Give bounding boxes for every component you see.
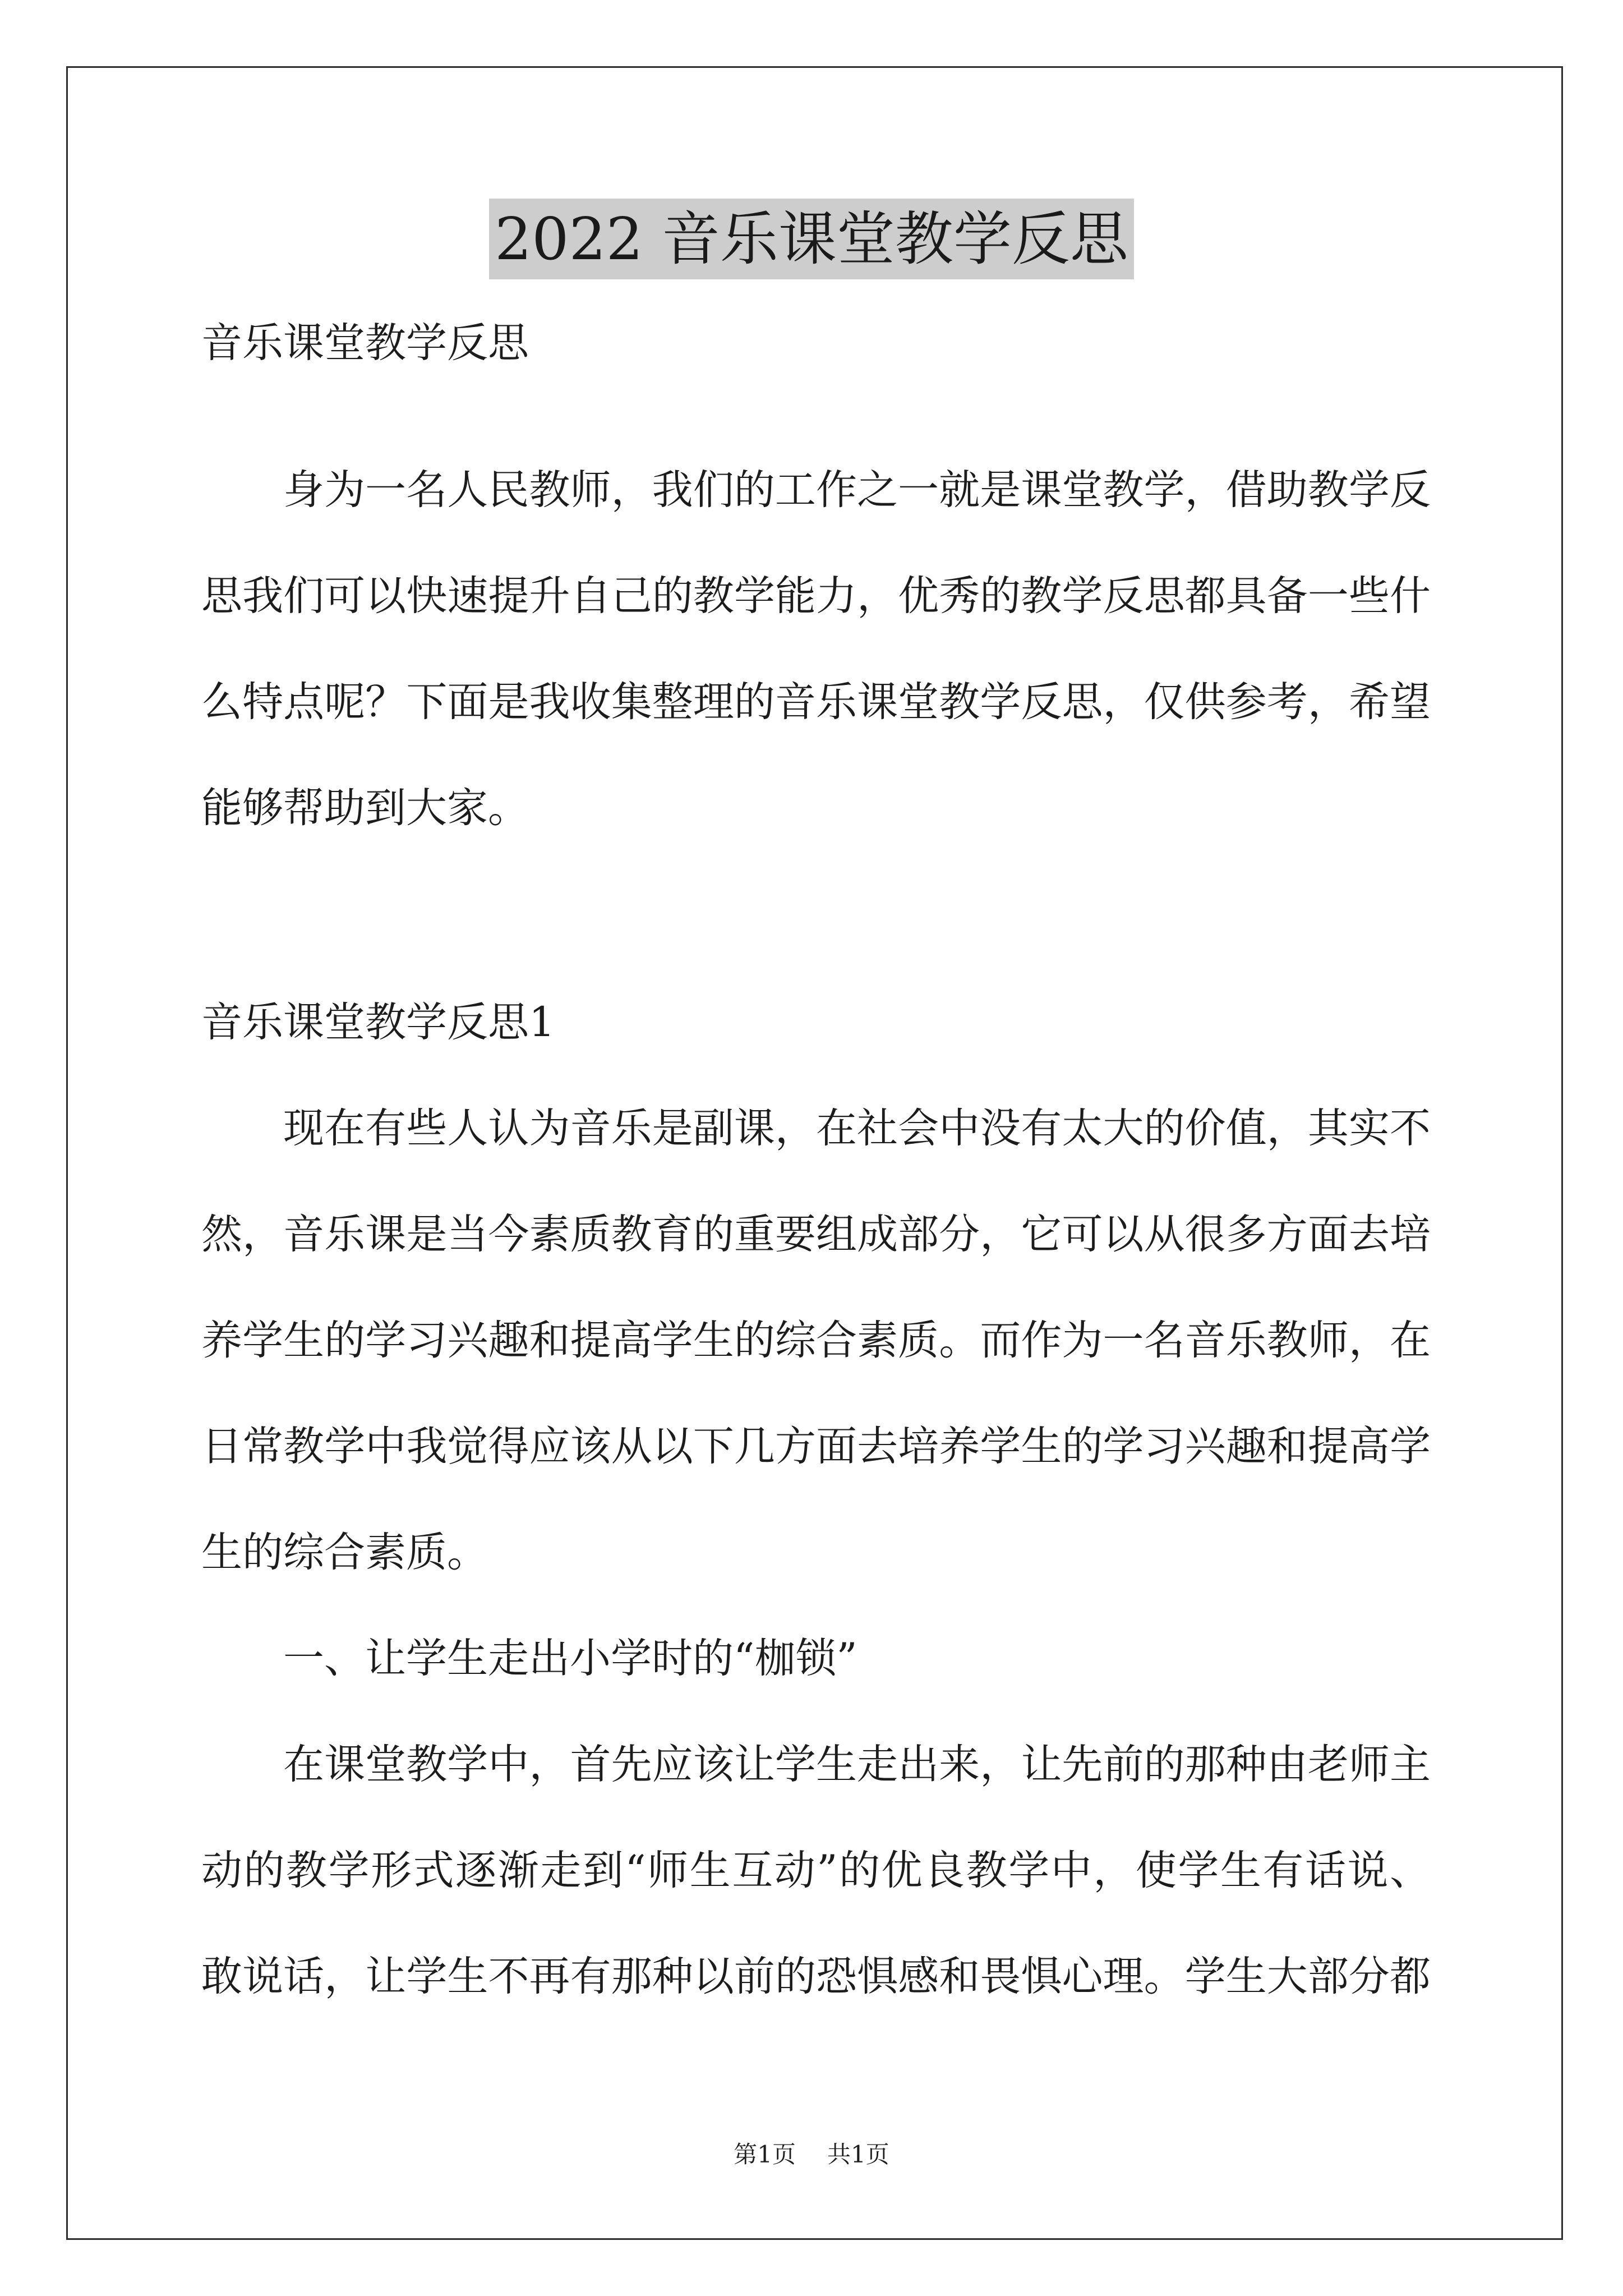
text-line: 现在有些人认为音乐是副课，在社会中没有太大的价值，其实不 <box>283 1105 1431 1152</box>
text-line: 动的教学形式逐渐走到“师生互动”的优良教学中，使学生有话说、 <box>201 1847 1431 1894</box>
text-line: 生的综合素质。 <box>201 1529 488 1576</box>
text-line: 身为一名人民教师，我们的工作之一就是课堂教学，借助教学反 <box>283 466 1431 514</box>
document-body <box>201 290 1431 2030</box>
document-heading: 音乐课堂教学反思 <box>201 319 529 367</box>
text-line: 敢说话，让学生不再有那种以前的恐惧感和畏惧心理。学生大部分都 <box>201 1953 1431 2000</box>
point-heading: 一、让学生走出小学时的“枷锁” <box>283 1635 857 1682</box>
title-container <box>0 199 1623 279</box>
document-title: 2022 音乐课堂教学反思 <box>489 199 1134 279</box>
text-line: 然，音乐课是当今素质教育的重要组成部分，它可以从很多方面去培 <box>201 1211 1431 1258</box>
page-number-total: 共1页 <box>827 2141 889 2168</box>
section-paragraph-1 <box>201 1075 1431 1605</box>
text-line: 在课堂教学中，首先应该让学生走出来，让先前的那种由老师主 <box>283 1741 1431 1788</box>
intro-paragraph <box>201 437 1431 861</box>
text-line: 养学生的学习兴趣和提高学生的综合素质。而作为一名音乐教师，在 <box>201 1317 1431 1364</box>
page-number-current: 第1页 <box>734 2141 796 2168</box>
text-line: 能够帮助到大家。 <box>201 784 529 832</box>
text-line: 思我们可以快速提升自己的教学能力，优秀的教学反思都具备一些什 <box>201 572 1431 620</box>
text-line: 么特点呢？下面是我收集整理的音乐课堂教学反思，仅供参考，希望 <box>201 678 1431 726</box>
section-paragraph-2 <box>201 1711 1431 2030</box>
section-heading: 音乐课堂教学反思1 <box>201 999 555 1046</box>
text-line: 日常教学中我觉得应该从以下几方面去培养学生的学习兴趣和提高学 <box>201 1423 1431 1470</box>
page-footer <box>0 2138 1623 2171</box>
